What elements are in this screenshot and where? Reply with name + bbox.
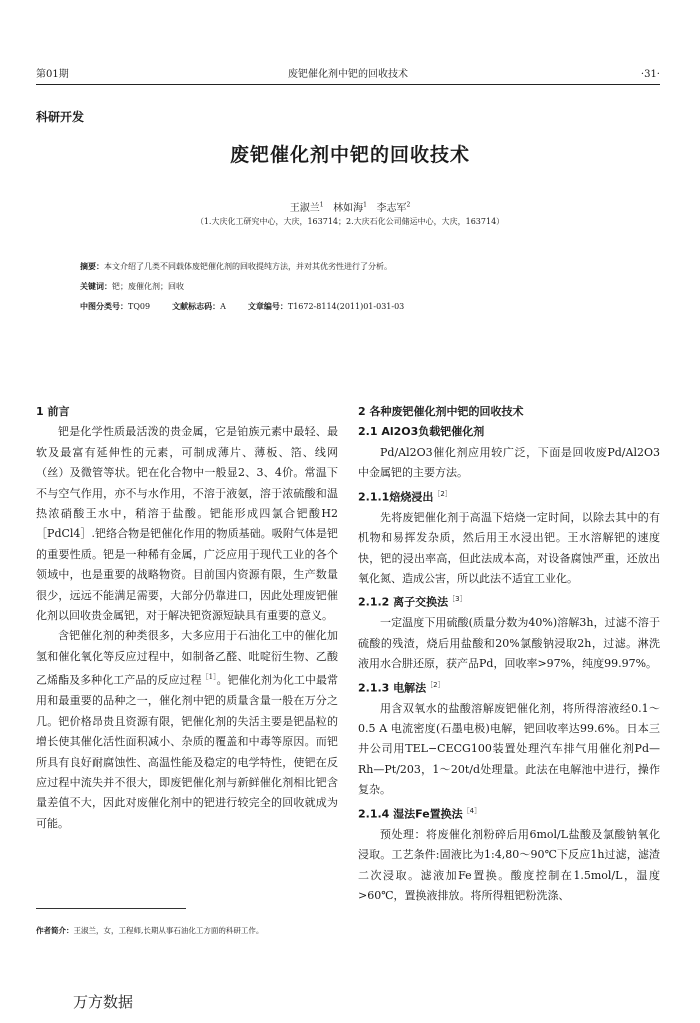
- section-tag: 科研开发: [36, 110, 85, 124]
- page-number: ·31·: [640, 69, 660, 80]
- body-paragraph: 预处理：将废催化剂粉碎后用6mol/L盐酸及氯酸钠氧化浸取。工艺条件:固液比为1:4,80～90℃下反应1h过滤，滤渣二次浸取。滤液加Fe置换。酸度控制在1.5mol/L，温度>60℃，置换液排放。将所得粗钯粉洗涤、: [358, 827, 660, 902]
- article-id: 文章编号：T1672-8114(2011)01-031-03: [247, 301, 405, 311]
- body-paragraph: Pd/Al2O3催化剂应用较广泛，下面是回收废Pd/Al2O3中金属钯的主要方法。: [358, 445, 660, 480]
- author-mark: 1: [319, 201, 324, 209]
- body-paragraph: 含钯催化剂的种类很多，大多应用于石油化工中的催化加氢和催化氧化等反应过程中，如制备乙醛、吡啶衍生物、乙酸乙烯酯及多种化工产品的反应过程$^{[1]}$。钯催化剂为化工中最常用和最重要的品种之一，催化剂中钯的质量含量一般在万分之几。钯价格昂贵且资源有限，钯催化剂的失活主要是钯晶粒的增长使其催化活性面积减小、杂质的覆盖和中毒等原因。而钯所具有良好耐腐蚀性、高温性能及稳定的电学特性，使钯在反应过程中流失并不很大，即废钯催化剂与新鲜催化剂相比钯含量差值不大，因此对废催化剂中的钯进行较完全的回收就成为可能。: [36, 629, 339, 830]
- section-heading: 2 各种废钯催化剂中钯的回收技术: [358, 405, 524, 418]
- subsection-heading: 2.1.3 电解法$^{[2]}$: [358, 680, 445, 695]
- author-name: 李志军: [376, 203, 407, 214]
- body-paragraph: 用含双氧水的盐酸溶解废钯催化剂，将所得溶液经0.1～0.5 A 电流密度(石墨电极)电解，钯回收率达99.6%。日本三井公司用TEL−CECG100装置处理汽车排气用催化剂Pd—Rh—Pt/203，1～20t/d处理量。此法在电解池中进行，操作复杂。: [358, 701, 660, 797]
- clc-number: 中图分类号：TQ09: [80, 301, 151, 311]
- author-mark: 1: [363, 201, 367, 209]
- citation: ［1］: [201, 673, 217, 682]
- body-paragraph: 先将废钯催化剂于高温下焙烧一定时间，以除去其中的有机物和易挥发杂质，然后用王水浸出钯。王水溶解钯的速度快，钯的浸出率高，但此法成本高，对设备腐蚀严重，还放出氧化氮、造成公害，所以此法不适宜工业化。: [358, 510, 660, 585]
- right-column: [358, 402, 660, 906]
- running-header: [36, 64, 660, 80]
- keywords-text: 钯；废催化剂；回收: [112, 282, 184, 291]
- watermark: 万方数据: [73, 993, 134, 1011]
- abstract-label: 摘要：: [80, 261, 104, 271]
- header-rule: [36, 84, 660, 85]
- affiliation: （1.大庆化工研究中心，大庆，163714；2.大庆石化公司储运中心，大庆，163714）: [195, 217, 505, 226]
- subsection-heading: 2.1.4 湿法Fe置换法$^{[4]}$: [358, 806, 482, 821]
- author-name: 王淑兰: [289, 203, 320, 214]
- body-paragraph: 一定温度下用硫酸(质量分数为40%)溶解3h，过滤不溶于硫酸的残渣，烧后用盐酸和20%氯酸钠浸取2h，过滤。淋洗液用水合肼还原，获产品Pd，回收率>97%，纯度99.97%。: [358, 616, 660, 671]
- document-code: 文献标志码：A: [172, 301, 226, 311]
- classification-line: [80, 301, 404, 312]
- body-paragraph: 钯是化学性质最活泼的贵金属，它是铂族元素中最轻、最软及最富有延伸性的元素，可制成薄片、薄板、箔、线网（丝）及微管等状。钯在化合物中一般显2、3、4价。常温下不与空气作用，亦不与水作用，不溶于液氨，溶于浓硫酸和温热浓硝酸王水中，稍溶于盐酸。钯能形成四氯合钯酸H2［PdCl4］.钯络合物是钯催化作用的物质基础。吸附气体是钯的重要性质。钯是一种稀有金属，广泛应用于现代工业的各个领域中，也是重要的战略物资。目前国内资源有限，生产数量很少，远远不能满足需要，大部分仍靠进口，因此处理废钯催化剂以回收贵金属钯，对于解决钯资源短缺具有重要的意义。: [36, 425, 338, 623]
- author-list: [0, 199, 700, 214]
- author-footnote: [36, 925, 263, 936]
- author-name: 林如海: [333, 203, 364, 214]
- article-title: 废钯催化剂中钯的回收技术: [229, 144, 470, 166]
- citation: ［2］: [426, 680, 445, 689]
- subsection-heading: 2.1 Al2O3负载钯催化剂: [358, 425, 485, 439]
- footnote-text: 王淑兰，女，工程师,长期从事石油化工方面的科研工作。: [73, 926, 264, 935]
- keywords-label: 关键词：: [80, 281, 112, 291]
- issue-number: 第01期: [36, 69, 69, 80]
- citation: ［4］: [462, 806, 482, 815]
- citation: ［2］: [433, 489, 452, 498]
- left-column: [36, 402, 338, 834]
- subsection-heading: 2.1.2 离子交换法$^{[3]}$: [358, 595, 467, 609]
- keywords: [80, 281, 184, 292]
- abstract: [80, 261, 392, 272]
- section-heading: 1 前言: [36, 405, 70, 418]
- citation: ［3］: [448, 595, 467, 604]
- abstract-text: 本文介绍了几类不同载体废钯催化剂的回收提纯方法，并对其优劣性进行了分析。: [104, 262, 392, 271]
- running-title: 废钯催化剂中钯的回收技术: [288, 69, 408, 80]
- author-mark: 2: [406, 201, 411, 209]
- footnote-label: 作者简介：: [36, 926, 74, 935]
- footnote-rule: [36, 908, 186, 909]
- subsection-heading: 2.1.1焙烧浸出$^{[2]}$: [358, 489, 452, 504]
